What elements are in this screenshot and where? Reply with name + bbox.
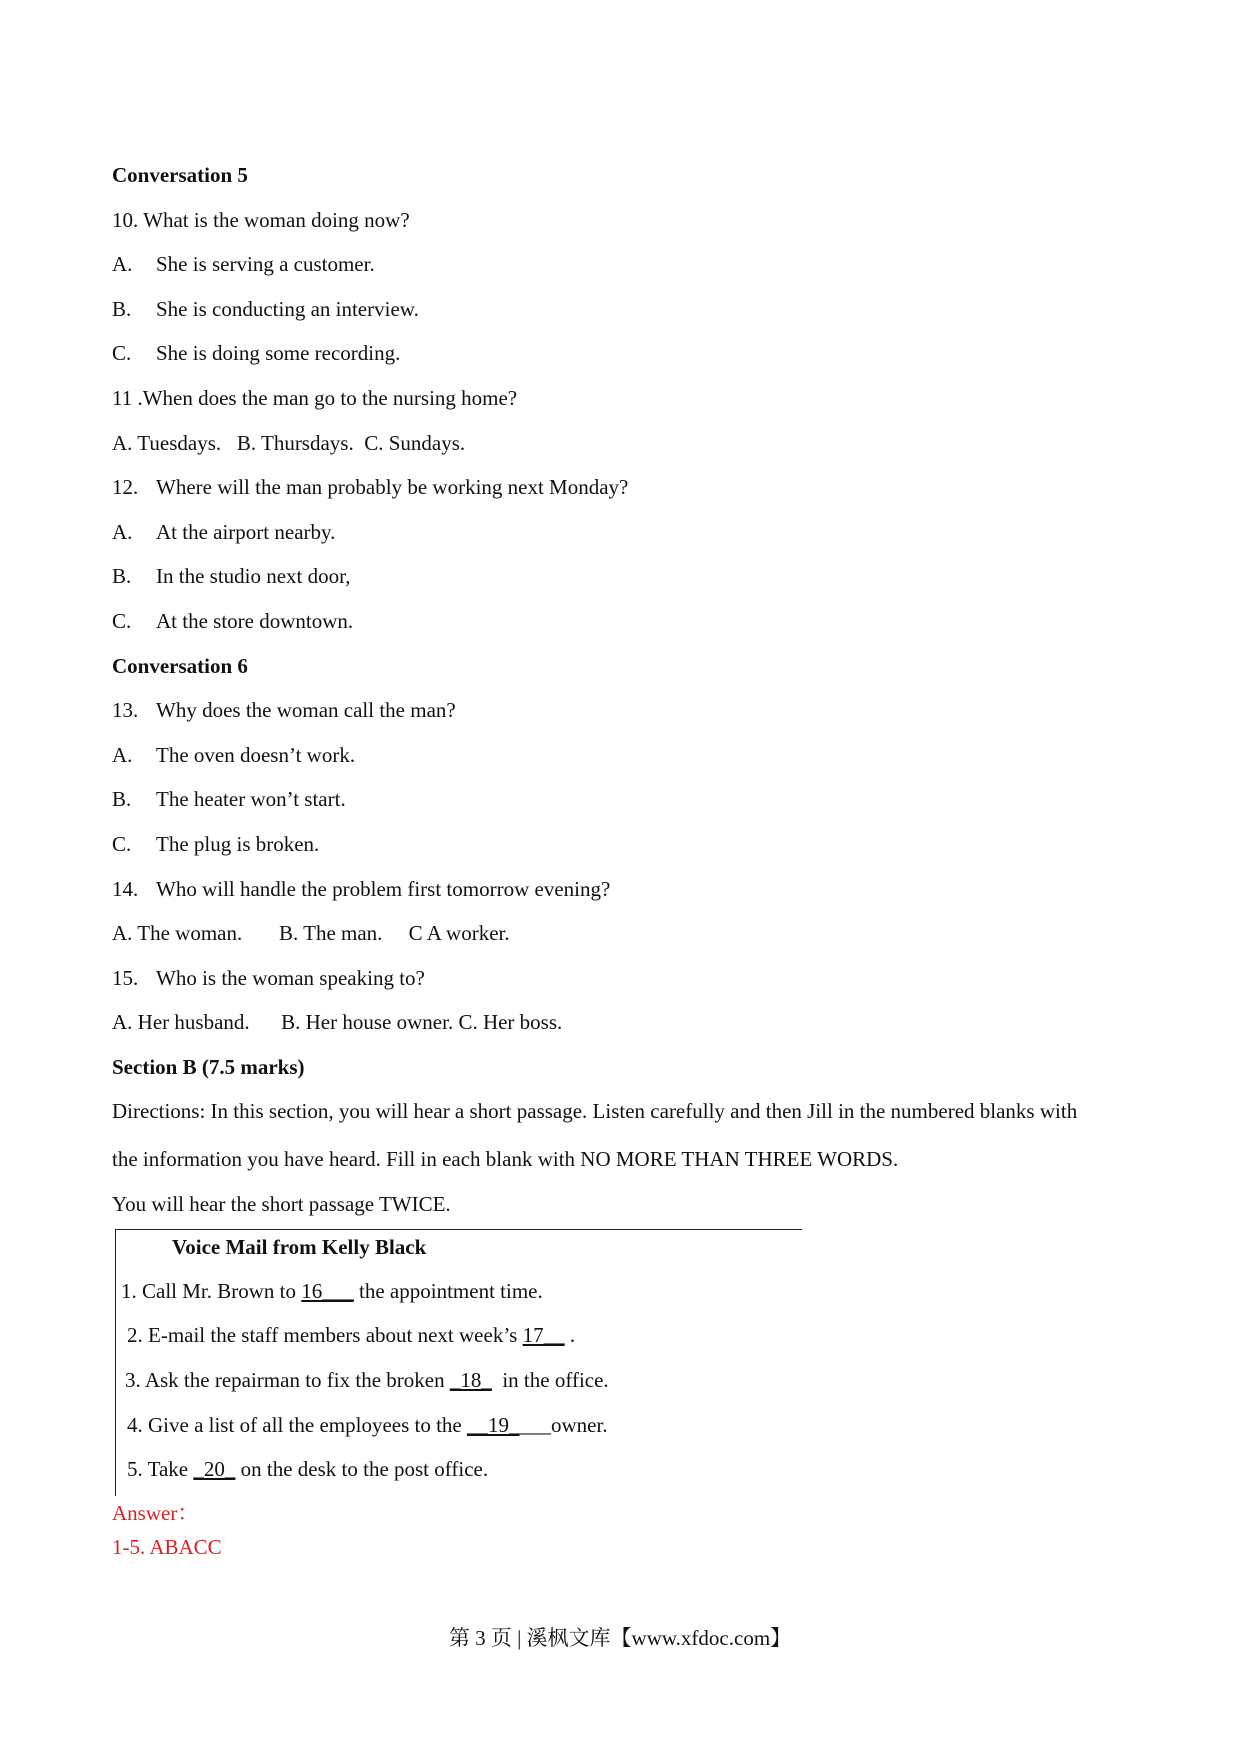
question-15: [112, 963, 1142, 1008]
option-text: She is doing some recording.: [156, 341, 401, 366]
option-text: The heater won’t start.: [156, 787, 346, 812]
question-text: Where will the man probably be working next Monday?: [156, 475, 629, 500]
option-text: The oven doesn’t work.: [156, 742, 356, 767]
blank-tail: ___: [519, 1413, 551, 1438]
blank-19: __19_: [467, 1413, 520, 1438]
blank-16: 16___: [301, 1279, 354, 1304]
option-label: C.: [112, 831, 132, 856]
q10-option-b: [112, 294, 1142, 339]
item-text: in the office.: [491, 1368, 609, 1393]
question-12: [112, 472, 1142, 517]
question-14: [112, 874, 1142, 919]
blank-20: _20_: [193, 1457, 236, 1482]
question-number: 14.: [112, 876, 139, 901]
blank-17: 17__: [522, 1323, 565, 1348]
section-b-heading: Section B (7.5 marks): [112, 1054, 305, 1079]
item-text: .: [564, 1323, 576, 1348]
answer-value: 1-5. ABACC: [112, 1535, 222, 1560]
conversation-5-heading: Conversation 5: [112, 163, 248, 187]
option-text: At the airport nearby.: [156, 519, 336, 544]
option-label: A.: [112, 742, 133, 767]
q10-option-c: [112, 338, 1142, 383]
directions-line-2: the information you have heard. Fill in each blank with NO MORE THAN THREE WORDS.: [112, 1147, 899, 1172]
document-page: [112, 160, 1142, 1562]
question-text: Why does the woman call the man?: [156, 698, 456, 723]
option-label: B.: [112, 787, 132, 812]
directions-line-3: You will hear the short passage TWICE.: [112, 1192, 451, 1217]
option-label: B.: [112, 296, 132, 321]
option-label: B.: [112, 564, 132, 589]
option-label: C.: [112, 608, 132, 633]
q12-option-a: [112, 517, 1142, 562]
option-text: She is serving a customer.: [156, 252, 375, 277]
q13-option-a: [112, 740, 1142, 785]
option-text: At the store downtown.: [156, 608, 354, 633]
option-label: A.: [112, 519, 133, 544]
voice-mail-item-4: [127, 1410, 608, 1440]
question-number: 13.: [112, 698, 139, 723]
voice-mail-item-2: [127, 1320, 575, 1350]
q10-option-a: [112, 249, 1142, 294]
question-text: Who will handle the problem first tomorrow evening?: [156, 876, 611, 901]
voice-mail-item-5: [127, 1454, 488, 1484]
item-text: 4. Give a list of all the employees to the: [127, 1413, 467, 1438]
directions-line-1: Directions: In this section, you will hear a short passage. Listen carefully and then Jill in the numbered blanks with: [112, 1099, 1078, 1124]
voice-mail-item-1: [121, 1276, 543, 1306]
q13-option-b: [112, 784, 1142, 829]
option-text: In the studio next door,: [156, 564, 351, 589]
item-text: 3. Ask the repairman to fix the broken: [125, 1368, 450, 1393]
question-13: [112, 695, 1142, 740]
voice-mail-item-3: [125, 1365, 609, 1395]
question-number: 15.: [112, 965, 139, 990]
question-10: 10. What is the woman doing now?: [112, 207, 410, 232]
q14-options: A. The woman. B. The man. C A worker.: [112, 921, 510, 946]
item-text: owner.: [551, 1413, 608, 1438]
voice-mail-box: [115, 1229, 802, 1496]
item-text: on the desk to the post office.: [235, 1457, 489, 1482]
q12-option-c: [112, 606, 1142, 651]
q11-options: A. Tuesdays. B. Thursdays. C. Sundays.: [112, 430, 466, 455]
item-text: 2. E-mail the staff members about next week’s: [127, 1323, 523, 1348]
voice-mail-title: Voice Mail from Kelly Black: [172, 1235, 427, 1260]
item-text: 1. Call Mr. Brown to: [121, 1279, 302, 1304]
option-text: She is conducting an interview.: [156, 296, 419, 321]
question-11: 11 .When does the man go to the nursing home?: [112, 385, 518, 410]
page-footer: 第 3 页 | 溪枫文库【www.xfdoc.com】: [448, 1626, 792, 1650]
item-text: the appointment time.: [353, 1279, 543, 1304]
q12-option-b: [112, 561, 1142, 606]
q13-option-c: [112, 829, 1142, 874]
option-label: C.: [112, 341, 132, 366]
question-text: Who is the woman speaking to?: [156, 965, 425, 990]
conversation-6-heading: Conversation 6: [112, 653, 248, 678]
blank-18: _18_: [449, 1368, 492, 1393]
option-text: The plug is broken.: [156, 831, 320, 856]
option-label: A.: [112, 252, 133, 277]
question-number: 12.: [112, 475, 139, 500]
item-text: 5. Take: [127, 1457, 194, 1482]
q15-options: A. Her husband. B. Her house owner. C. Her boss.: [112, 1010, 563, 1035]
answer-label: Answer：: [112, 1501, 199, 1526]
